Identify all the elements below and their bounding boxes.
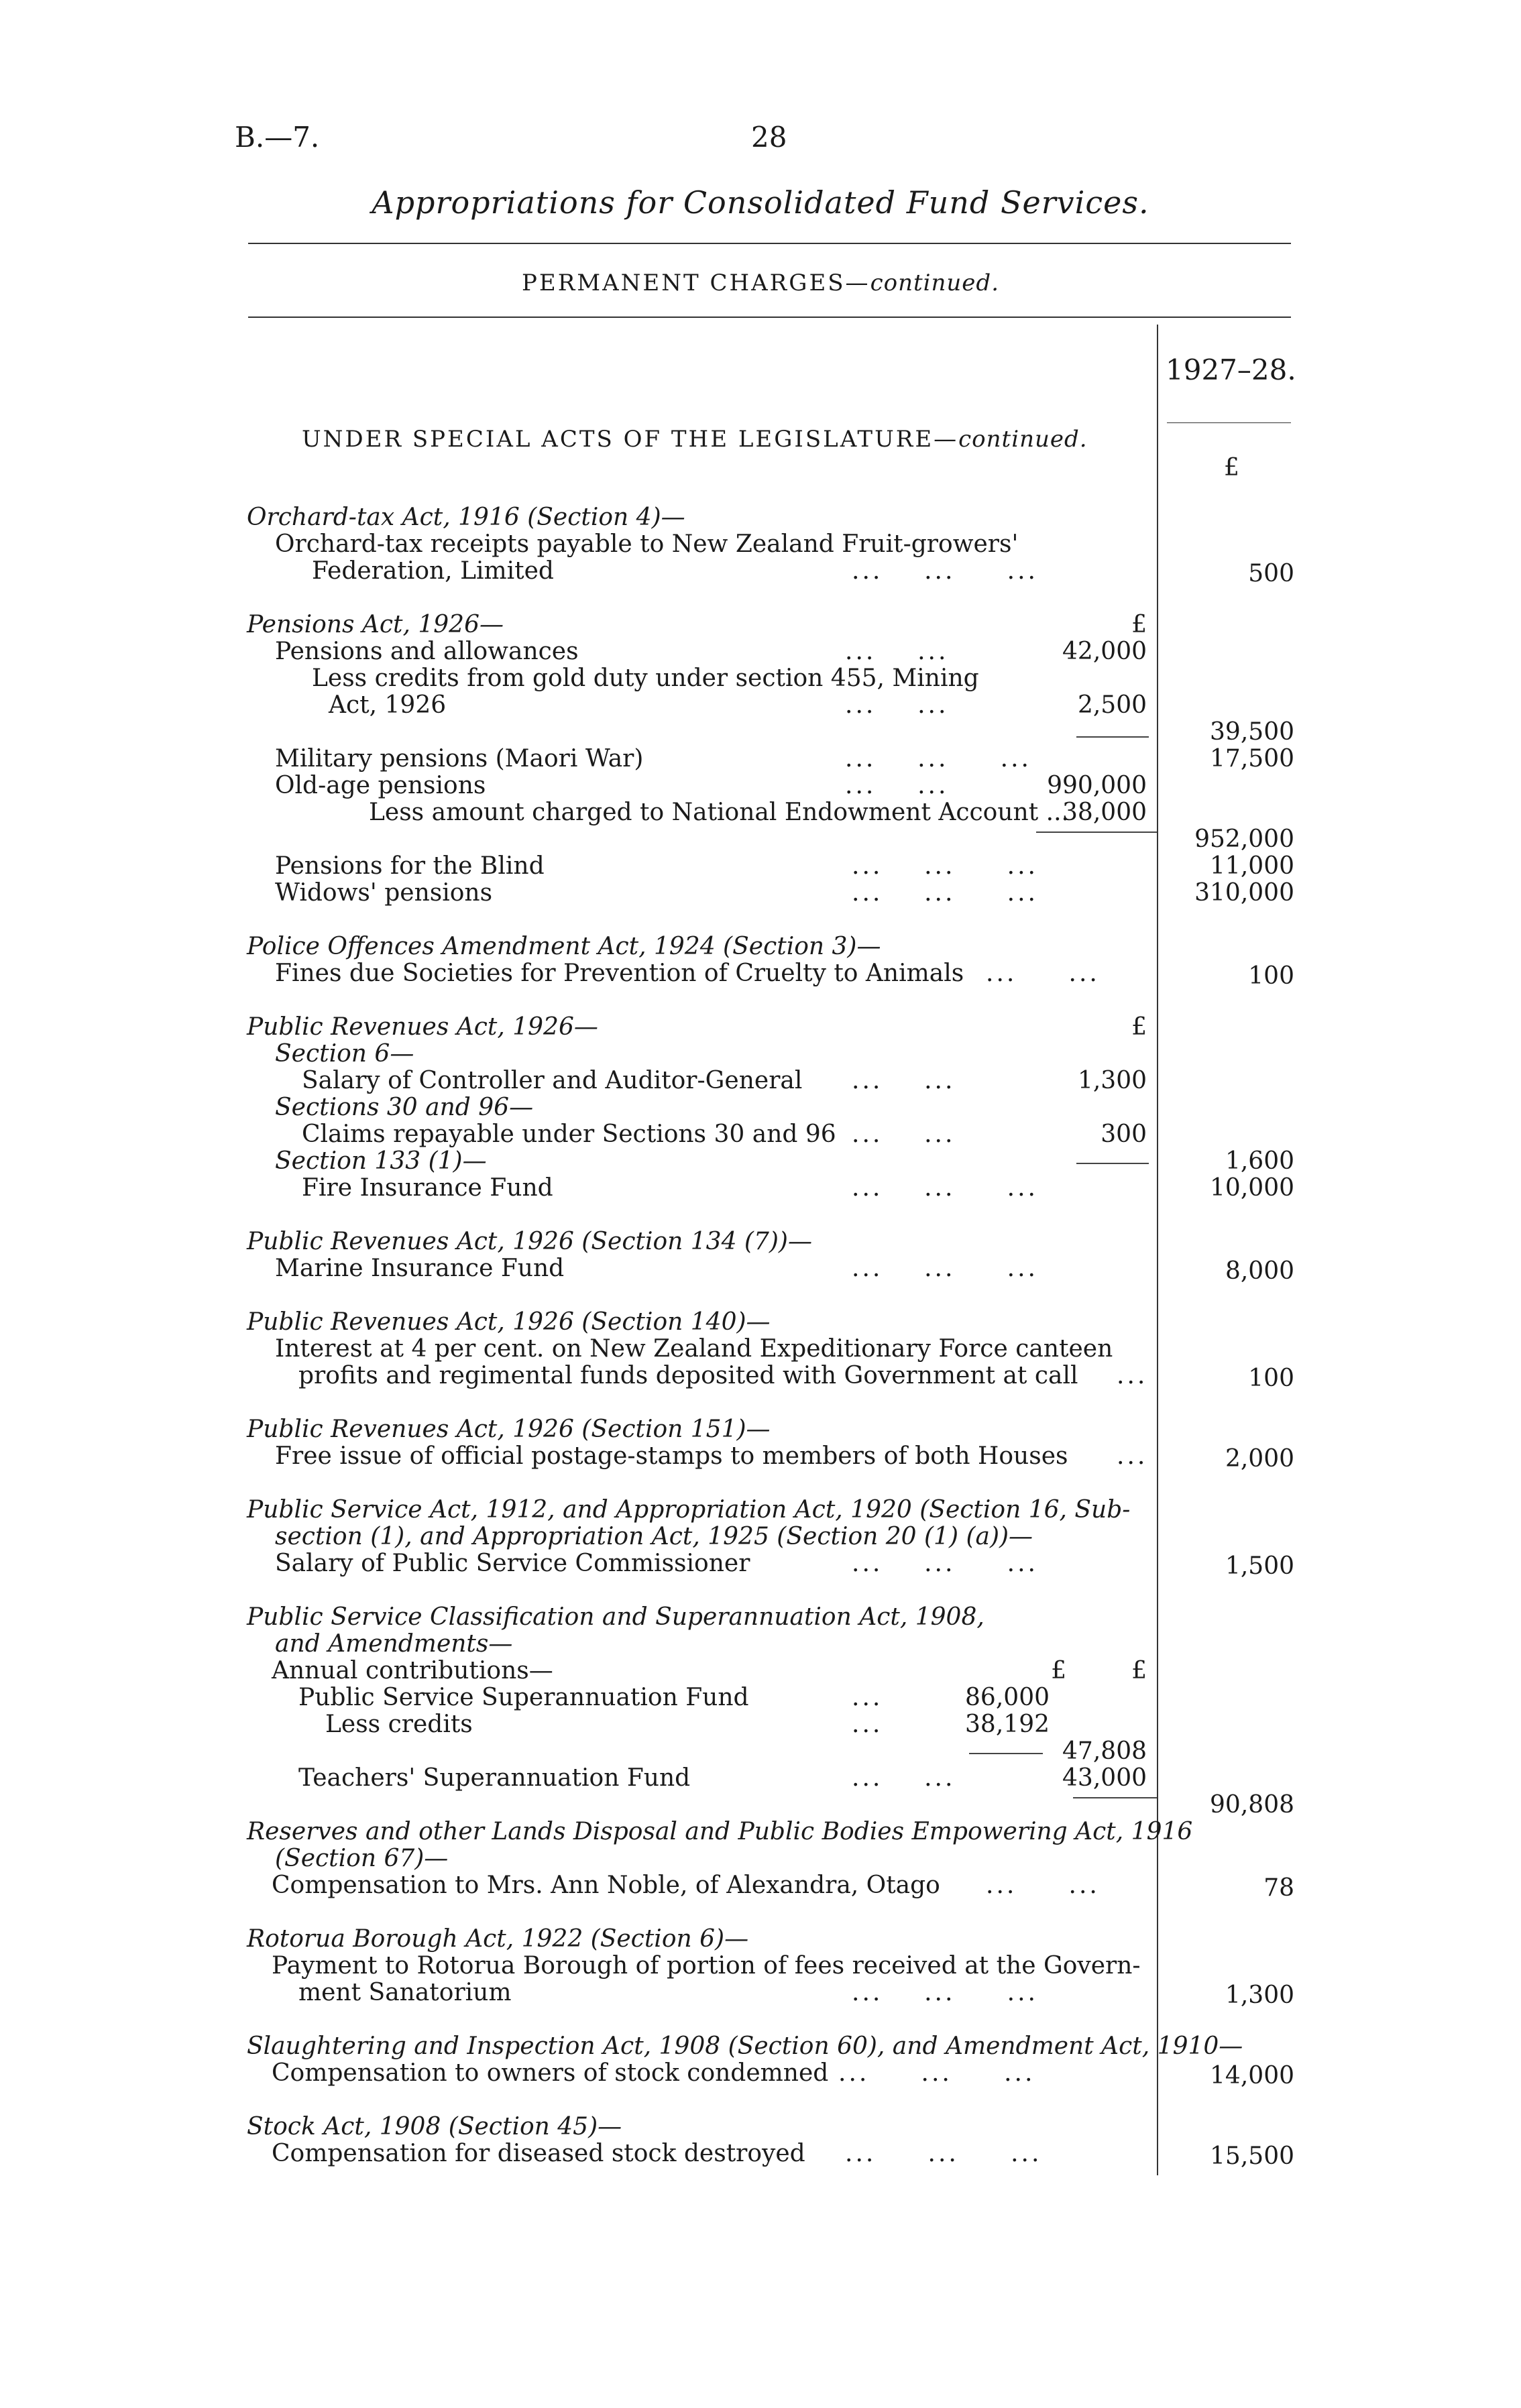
entry-text: Public Service Superannuation Fund xyxy=(298,1684,749,1711)
dot-leader: ... ... xyxy=(986,1872,1100,1899)
section-heading: UNDER SPECIAL ACTS OF THE LEGISLATURE—continued. xyxy=(302,426,1088,453)
amount-total: 10,000 xyxy=(1210,1174,1294,1202)
amount-sub: 990,000 xyxy=(1047,772,1147,799)
act-heading: (Section 67)— xyxy=(275,1845,449,1872)
amount-sub: 42,000 xyxy=(1062,638,1147,665)
amount-sub: 38,192 xyxy=(965,1711,1050,1738)
amount-total: 39,500 xyxy=(1210,718,1294,746)
year-header-rule xyxy=(1167,422,1291,423)
amount-sub: 2,500 xyxy=(1077,691,1147,719)
act-heading: Police Offences Amendment Act, 1924 (Section 3)— xyxy=(247,933,881,960)
entry-text: Compensation to Mrs. Ann Noble, of Alexandra, Otago xyxy=(272,1872,940,1899)
entry-text: Less credits xyxy=(325,1711,473,1738)
dot-leader: ... xyxy=(1117,1362,1148,1389)
act-heading: Slaughtering and Inspection Act, 1908 (Section 60), and Amendment Act, 1910— xyxy=(247,2032,1243,2060)
entry-text: Compensation to owners of stock condemned xyxy=(272,2059,829,2087)
page-title: Appropriations for Consolidated Fund Services. xyxy=(372,184,1149,221)
dot-leader: ... ... ... xyxy=(845,745,1031,772)
entry-text: Teachers' Superannuation Fund xyxy=(298,1764,691,1792)
amount-total: 100 xyxy=(1248,1365,1294,1392)
dot-leader: ... ... xyxy=(852,1067,956,1094)
entry-text: Act, 1926 xyxy=(329,691,447,719)
act-heading: Public Service Classification and Superannuation Act, 1908, xyxy=(247,1603,984,1631)
sum-rule xyxy=(1076,736,1149,738)
act-heading: and Amendments— xyxy=(275,1630,513,1658)
entry-text: Compensation for diseased stock destroyed xyxy=(272,2140,805,2167)
entry-text: Old-age pensions xyxy=(275,772,486,799)
act-heading: Public Service Act, 1912, and Appropriation Act, 1920 (Section 16, Sub- xyxy=(247,1496,1131,1524)
amount-total: 78 xyxy=(1263,1874,1294,1902)
amount-total: 11,000 xyxy=(1210,852,1294,880)
amount-total: 14,000 xyxy=(1210,2062,1294,2089)
amount-sub: 1,300 xyxy=(1077,1067,1147,1094)
dot-leader: ... ... ... xyxy=(852,1979,1038,2006)
sum-rule xyxy=(1036,832,1157,833)
amount-total: 17,500 xyxy=(1210,745,1294,772)
dot-leader: ... xyxy=(1117,1442,1148,1470)
amount-total: 8,000 xyxy=(1225,1257,1294,1285)
section-label: Section 133 (1)— xyxy=(275,1147,487,1175)
dot-leader: ... ... ... xyxy=(852,1174,1038,1202)
act-heading: Orchard-tax Act, 1916 (Section 4)— xyxy=(247,504,685,531)
dot-leader: ... ... ... xyxy=(845,2140,1042,2167)
amount-total: 310,000 xyxy=(1194,879,1294,907)
sum-rule xyxy=(969,1753,1043,1754)
entry-text: Widows' pensions xyxy=(275,879,493,907)
entry-text: Salary of Controller and Auditor-General xyxy=(302,1067,803,1094)
entry-text: Federation, Limited xyxy=(312,557,554,585)
amount-sub: 47,808 xyxy=(1062,1737,1147,1765)
entry-text: Free issue of official postage-stamps to members of both Houses xyxy=(275,1442,1068,1470)
dot-leader: ... xyxy=(852,1684,883,1711)
dot-leader: ... ... ... xyxy=(852,852,1038,880)
year-column-header: 1927–28. xyxy=(1166,353,1296,386)
amount-total: 15,500 xyxy=(1210,2142,1294,2170)
act-heading: Rotorua Borough Act, 1922 (Section 6)— xyxy=(247,1925,749,1953)
amount-total: 100 xyxy=(1248,962,1294,990)
entry-text: Marine Insurance Fund xyxy=(275,1255,565,1282)
act-heading: Public Revenues Act, 1926 (Section 151)— xyxy=(247,1416,771,1443)
entry-text: Less credits from gold duty under section 455, Mining xyxy=(312,665,979,692)
dot-leader: ... ... xyxy=(845,772,949,799)
page-subtitle: PERMANENT CHARGES—continued. xyxy=(522,270,999,296)
sum-rule xyxy=(1073,1797,1157,1798)
sum-rule xyxy=(1076,1163,1149,1164)
act-heading: Public Revenues Act, 1926— xyxy=(247,1013,598,1041)
currency-symbol: £ xyxy=(1131,1013,1147,1041)
entry-text: Pensions for the Blind xyxy=(275,852,545,880)
amount-total: 952,000 xyxy=(1194,825,1294,853)
amount-total: 90,808 xyxy=(1210,1791,1294,1819)
section-label: Sections 30 and 96— xyxy=(275,1094,534,1121)
entry-text: Salary of Public Service Commissioner xyxy=(275,1550,750,1577)
entry-text: Orchard-tax receipts payable to New Zealand Fruit-growers' xyxy=(275,530,1019,558)
entry-text: Fines due Societies for Prevention of Cruelty to Animals xyxy=(275,960,964,987)
act-heading: section (1), and Appropriation Act, 1925 (Section 20 (1) (a))— xyxy=(275,1523,1033,1550)
amount-total: 2,000 xyxy=(1225,1445,1294,1473)
entry-text: Interest at 4 per cent. on New Zealand Expeditionary Force canteen xyxy=(275,1335,1113,1363)
dot-leader: ... ... xyxy=(845,691,949,719)
page-number: 28 xyxy=(751,121,787,154)
entry-text: Fire Insurance Fund xyxy=(302,1174,553,1202)
entry-text: profits and regimental funds deposited with Government at call xyxy=(298,1362,1078,1389)
amount-sub: 86,000 xyxy=(965,1684,1050,1711)
title-rule xyxy=(248,243,1291,244)
dot-leader: ... ... ... xyxy=(852,879,1038,907)
currency-symbol: £ xyxy=(1131,611,1147,638)
amount-total: 1,300 xyxy=(1225,1982,1294,2009)
entry-text: Military pensions (Maori War) xyxy=(275,745,644,772)
act-heading: Pensions Act, 1926— xyxy=(247,611,504,638)
amount-total: 1,600 xyxy=(1225,1147,1294,1175)
entry-text: Pensions and allowances xyxy=(275,638,579,665)
dot-leader: ... ... xyxy=(852,1764,956,1792)
act-heading: Public Revenues Act, 1926 (Section 140)— xyxy=(247,1308,771,1336)
entry-text: Less amount charged to National Endowment Account ... xyxy=(369,799,1069,826)
document-reference: B.—7. xyxy=(235,121,320,154)
amount-sub: 300 xyxy=(1101,1121,1147,1148)
dot-leader: ... ... ... xyxy=(838,2059,1035,2087)
currency-symbol: £ xyxy=(1131,1657,1147,1684)
dot-leader: ... xyxy=(852,1711,883,1738)
dot-leader: ... ... xyxy=(845,638,949,665)
entry-text: Claims repayable under Sections 30 and 96 xyxy=(302,1121,836,1148)
amount-sub: 43,000 xyxy=(1062,1764,1147,1792)
dot-leader: ... ... xyxy=(986,960,1100,987)
act-heading: Stock Act, 1908 (Section 45)— xyxy=(247,2113,622,2140)
column-divider xyxy=(1157,325,1158,2175)
dot-leader: ... ... ... xyxy=(852,557,1038,585)
currency-symbol: £ xyxy=(1051,1657,1066,1684)
dot-leader: ... ... ... xyxy=(852,1255,1038,1282)
section-label: Section 6— xyxy=(275,1040,414,1068)
amount-total: 500 xyxy=(1248,560,1294,587)
entry-text: Annual contributions— xyxy=(272,1657,553,1684)
amount-sub: 38,000 xyxy=(1062,799,1147,826)
currency-symbol: £ xyxy=(1224,454,1239,481)
subtitle-rule xyxy=(248,317,1291,318)
dot-leader: ... ... xyxy=(852,1121,956,1148)
act-heading: Reserves and other Lands Disposal and Public Bodies Empowering Act, 1916 xyxy=(247,1818,1193,1845)
amount-total: 1,500 xyxy=(1225,1552,1294,1580)
entry-text: ment Sanatorium xyxy=(298,1979,512,2006)
dot-leader: ... ... ... xyxy=(852,1550,1038,1577)
act-heading: Public Revenues Act, 1926 (Section 134 (7))— xyxy=(247,1228,812,1255)
entry-text: Payment to Rotorua Borough of portion of fees received at the Govern- xyxy=(272,1952,1141,1980)
